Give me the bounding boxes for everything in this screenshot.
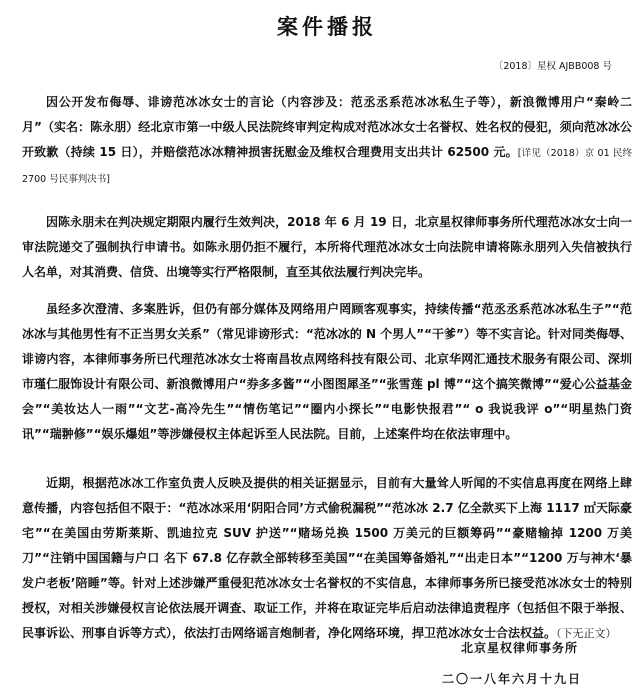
paragraph-3	[22, 297, 632, 447]
signature-date: 二〇一八年六月十九日	[441, 672, 582, 686]
signature-organization: 北京星权律师事务所	[460, 641, 578, 655]
document-reference-number: 〔2018〕星权 AJBB008 号	[493, 61, 612, 72]
paragraph-4	[22, 471, 632, 646]
paragraph-2	[22, 210, 632, 285]
paragraph-1-citation: [详见（2018）京 01 民终 2700 号民事判决书]	[22, 148, 632, 185]
paragraph-1-text: 因公开发布侮辱、诽谤范冰冰女士的言论（内容涉及：范丞丞系范冰冰私生子等），新浪微博用户“秦岭二月”（实名：陈永朋）经北京市第一中级人民法院终审判定构成对范冰冰女士名誉权、姓名权的侵犯，须向范冰冰公开致歉（持续 15 日），并赔偿范冰冰精神损害抚慰金及维权合理费用支出共计 62500 元。	[22, 95, 632, 159]
paragraph-3-text: 虽经多次澄清、多案胜诉，但仍有部分媒体及网络用户罔顾客观事实，持续传播“范丞丞系范冰冰私生子”“范冰冰与其他男性有不正当男女关系”（常见诽谤形式：“范冰冰的 N 个男人”“干爹”）等不实言论。针对同类侮辱、诽谤内容，本律师事务所已代理范冰冰女士将南昌妆点网络科技有限公司、北京华网汇通技术服务有限公司、深圳市瑾仁服饰设计有限公司、新浪微博用户“券多多酱”“小图图犀圣”“张雪莲 pl 博”“这个搞笑微博”“爱心公益基金会”“美妆达人一雨”“文艺-高冷先生”“情伤笔记”“圈内小探长”“电影快报君”“ o 我说我评 o”“明星热门资讯”“瑞翀修”“娱乐爆姐”等涉嫌侵权主体起诉至人民法院。目前，上述案件均在依法审理中。	[22, 302, 632, 441]
paragraph-4-text: 近期，根据范冰冰工作室负责人反映及提供的相关证据显示，目前有大量耸人听闻的不实信息再度在网络上肆意传播，内容包括但不限于：“范冰冰采用‘阴阳合同’方式偷税漏税”“范冰冰 2.7 亿全款买下上海 1117 ㎡天际豪宅”“在美国由劳斯莱斯、凯迪拉克 SUV 护送”“赌场兑换 1500 万美元的巨额筹码”“豪赌输掉 1200 万美刀”“注销中国国籍与户口 名下 67.8 亿存款全部转移至美国”“在美国筹备婚礼”“出走日本”“1200 万与神木‘暴发户老板’陪睡”等。针对上述涉嫌严重侵犯范冰冰女士名誉权的不实信息，本律师事务所已接受范冰冰女士的特别授权，对相关涉嫌侵权言论依法展开调查、取证工作，并将在取证完毕后启动法律追责程序（包括但不限于举报、民事诉讼、刑事自诉等方式），依法打击网络谣言炮制者，净化网络环境，捍卫范冰冰女士合法权益。	[22, 476, 632, 640]
paragraph-2-text: 因陈永朋未在判决规定期限内履行生效判决，2018 年 6 月 19 日，北京星权律师事务所代理范冰冰女士向一审法院递交了强制执行申请书。如陈永朋仍拒不履行，本所将代理范冰冰女士向法院申请将陈永朋列入失信被执行人名单，对其消费、信贷、出境等实行严格限制，直至其依法履行判决完毕。	[22, 215, 632, 279]
document-title: 案件播报	[277, 15, 377, 39]
end-of-text-note: （下无正文）	[556, 627, 617, 640]
paragraph-1	[22, 90, 632, 192]
